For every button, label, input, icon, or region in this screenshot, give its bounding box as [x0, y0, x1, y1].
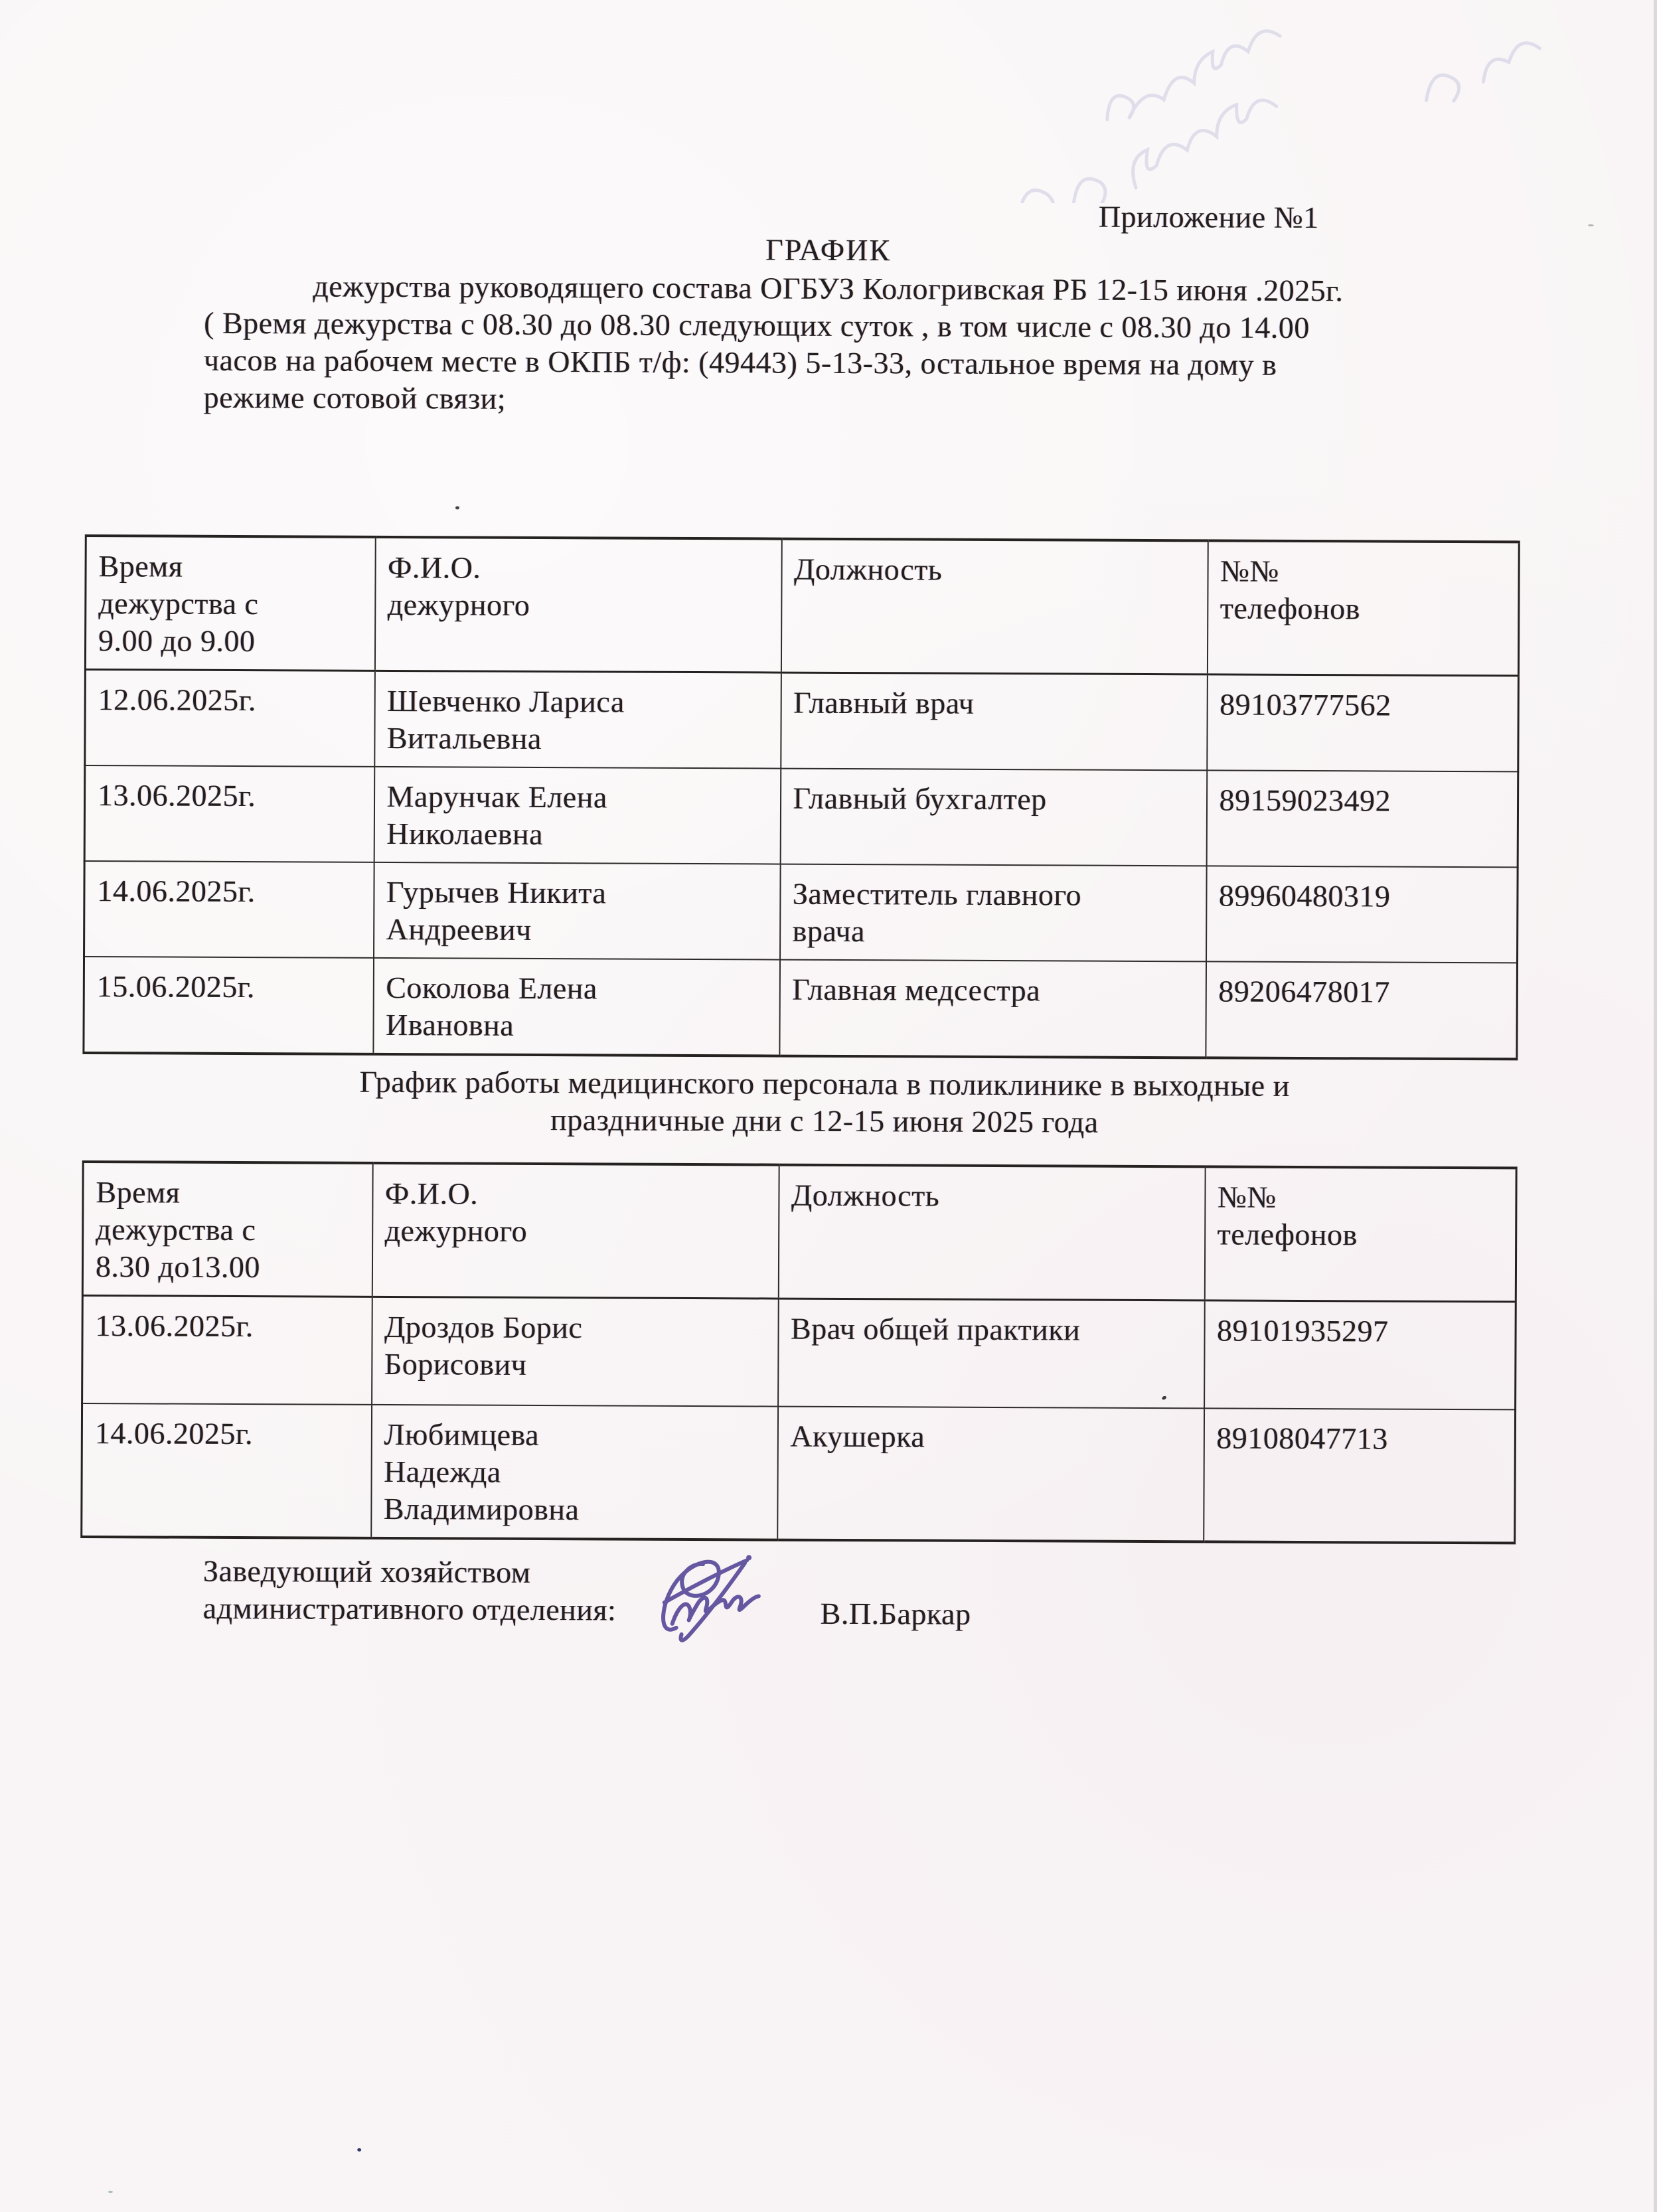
handwritten-signature — [617, 1523, 817, 1696]
col-header-name: Ф.И.О. дежурного — [374, 537, 781, 672]
duty-row — [85, 669, 1519, 771]
duty-date-cell: 13.06.2025г. — [84, 765, 374, 862]
duty-date-cell: 14.06.2025г. — [82, 1403, 372, 1538]
duty-table — [82, 534, 1520, 1060]
signatory-name: В.П.Баркар — [820, 1596, 971, 1631]
duty-phone-cell: 89103777562 — [1207, 674, 1519, 772]
col-header-name: Ф.И.О. дежурного — [372, 1163, 779, 1299]
clinic-row — [82, 1403, 1516, 1542]
clinic-table-header-row — [82, 1162, 1516, 1302]
duty-date-cell: 13.06.2025г. — [82, 1295, 372, 1404]
scan-edge-shadow — [1654, 0, 1657, 2212]
duty-row — [84, 957, 1518, 1059]
duty-phone-cell: 89108047713 — [1204, 1408, 1516, 1543]
duty-position-cell: Акушерка — [777, 1406, 1204, 1541]
document-title: ГРАФИК — [765, 232, 892, 268]
duty-position-cell: Главный врач — [781, 672, 1208, 770]
document-subtitle: дежурства руководящего состава ОГБУЗ Кологривская РБ 12-15 июня .2025г. — [313, 269, 1344, 308]
scan-speck — [357, 2148, 361, 2152]
clinic-section-heading: График работы медицинского персонала в поликлинике в выходные и праздничные дни с 12-15 июня 2025 года — [359, 1064, 1290, 1139]
duty-phone-cell: 89101935297 — [1204, 1301, 1516, 1409]
col-header-time: Время дежурства с 8.30 до13.00 — [82, 1162, 372, 1297]
duty-position-cell: Главный бухгалтер — [780, 769, 1207, 866]
scan-speck — [455, 506, 459, 509]
duty-row — [84, 765, 1518, 867]
duty-date-cell: 15.06.2025г. — [84, 957, 374, 1054]
duty-name-cell: Гурычев Никита Андреевич — [374, 862, 781, 960]
col-header-phone: №№ телефонов — [1207, 540, 1519, 676]
duty-position-cell: Главная медсестра — [779, 960, 1206, 1058]
duty-position-cell: Заместитель главного врача — [780, 864, 1207, 962]
duty-date-cell: 12.06.2025г. — [85, 669, 375, 766]
duty-date-cell: 14.06.2025г. — [84, 861, 374, 958]
duty-phone-cell: 89206478017 — [1206, 961, 1518, 1059]
signatory-title: Заведующий хозяйством административного отделения: — [202, 1553, 617, 1627]
duty-position-cell: Врач общей практики — [778, 1299, 1205, 1408]
col-header-position: Должность — [781, 539, 1208, 674]
col-header-position: Должность — [778, 1165, 1205, 1301]
duty-name-cell: Марунчак Елена Николаевна — [374, 767, 781, 864]
col-header-time: Время дежурства с 9.00 до 9.00 — [85, 536, 375, 671]
scan-speck — [108, 2191, 113, 2193]
duty-name-cell: Шевченко Лариса Витальевна — [374, 671, 781, 768]
clinic-table — [80, 1160, 1517, 1544]
duty-table-header-row — [85, 536, 1519, 676]
duty-name-cell: Соколова Елена Ивановна — [373, 958, 780, 1056]
clinic-row — [82, 1295, 1516, 1409]
appendix-label: Приложение №1 — [1098, 199, 1319, 235]
duty-row — [84, 861, 1518, 963]
duty-name-cell: Дроздов Борис Борисович — [372, 1297, 779, 1406]
duty-name-cell: Любимцева Надежда Владимировна — [371, 1404, 778, 1540]
scan-speck — [1588, 224, 1594, 226]
duty-phone-cell: 89960480319 — [1206, 866, 1518, 963]
col-header-phone: №№ телефонов — [1204, 1166, 1516, 1302]
duty-note: ( Время дежурства с 08.30 до 08.30 следующих суток , в том числе с 08.30 до 14.00 часов на рабочем месте в ОКПБ т/ф: (49443) 5-13-33, остальное время на дому в режиме сотовой связи; — [203, 305, 1310, 416]
duty-phone-cell: 89159023492 — [1206, 770, 1518, 867]
